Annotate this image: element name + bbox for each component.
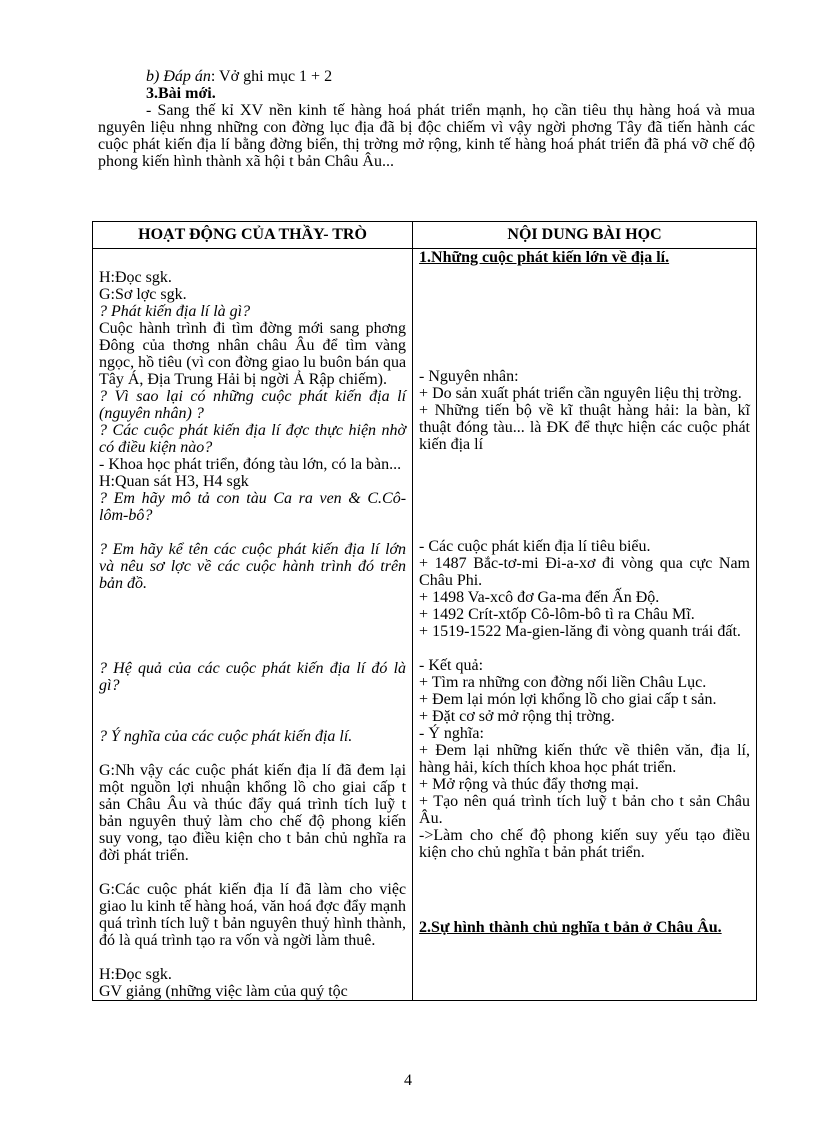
right-line: + Đem lại món lợi khổng lồ cho giai cấp t sản. [419, 691, 717, 708]
section-title: 3.Bài mới. [146, 85, 216, 102]
right-line: + 1492 Crít-xtốp Cô-lôm-bô tì ra Châu Mĩ. [419, 606, 695, 623]
header-left: HOẠT ĐỘNG CỦA THẦY- TRÒ [93, 222, 413, 249]
section2-title: 2.Sự hình thành chủ nghĩa t bản ở Châu Âu. [419, 919, 722, 936]
table-header-row [93, 222, 757, 249]
right-line: + Tìm ra những con đờng nối liền Châu Lục. [419, 674, 707, 691]
right-line: + Tạo nên quá trình tích luỹ t bản cho t sản Châu Âu. [419, 793, 750, 827]
left-line: Cuộc hành trình đi tìm đờng mới sang phơng Đông của thơng nhân châu Âu để tìm vàng ngọc, hồ tiêu (vì con đờng giao lu buôn bán qua Tây Á, Địa Trung Hải bị ngời Ả Rập chiếm). [99, 320, 407, 388]
page-number: 4 [404, 1072, 412, 1089]
left-question: ? Ý nghĩa của các cuộc phát kiến địa lí. [99, 728, 353, 745]
header-right: NỘI DUNG BÀI HỌC [413, 222, 757, 249]
left-question: ? Em hãy mô tả con tàu Ca ra ven & C.Cô-lôm-bô? [99, 490, 407, 524]
left-question: ? Em hãy kể tên các cuộc phát kiến địa lí lớn và nêu sơ lợc về các cuộc hành trình đó trên bản đồ. [99, 541, 407, 592]
section1-title: 1.Những cuộc phát kiến lớn về địa lí. [419, 249, 670, 266]
answer-label: b) Đáp án [146, 68, 211, 85]
right-line: + Đặt cơ sở mở rộng thị trờng. [419, 708, 615, 725]
intro-paragraph: - Sang thế kỉ XV nền kinh tế hàng hoá phát triển mạnh, họ cần tiêu thụ hàng hoá và mua nguyên liệu nhng những con đờng lục địa đã bị độc chiếm vì vậy ngời phơng Tây đã tiến hành các cuộc phát kiến địa lí bằng đờng biển, thị trờng mở rộng, kinh tế hàng hoá phát triển đã phá vỡ chế độ phong kiến hình thành xã hội t bản Châu Âu... [98, 102, 755, 170]
left-question: ? Các cuộc phát kiến địa lí đợc thực hiện nhờ có điều kiện nào? [99, 422, 407, 456]
left-line: H:Đọc sgk. [99, 966, 172, 983]
left-question: ? Vì sao lại có những cuộc phát kiến địa lí (nguyên nhân) ? [99, 388, 407, 422]
right-line: + Mở rộng và thúc đẩy thơng mại. [419, 776, 639, 793]
left-line: H:Đọc sgk. [99, 269, 172, 286]
right-line: ->Làm cho chế độ phong kiến suy yếu tạo điều kiện cho chủ nghĩa t bản phát triển. [419, 827, 750, 861]
right-line: + Những tiến bộ về kĩ thuật hàng hải: la bàn, kĩ thuật đóng tàu... là ĐK để thực hiện các cuộc phát kiến địa lí [419, 402, 750, 453]
table-body-row [93, 249, 757, 1001]
left-question: ? Phát kiến địa lí là gì? [99, 303, 251, 320]
right-line: - Kết quả: [419, 657, 484, 674]
left-line: G:Các cuộc phát kiến địa lí đã làm cho việc giao lu kinh tế hàng hoá, văn hoá đợc đẩy mạnh quá trình tích luỹ t bản nguyên thuỷ hình thành, đó là quá trình tạo ra vốn và ngời làm thuê. [99, 881, 407, 949]
lesson-content-column [413, 249, 757, 1001]
right-line: - Các cuộc phát kiến địa lí tiêu biểu. [419, 538, 651, 555]
right-line: + 1498 Va-xcô đơ Ga-ma đến Ấn Độ. [419, 589, 660, 606]
left-question: ? Hệ quả của các cuộc phát kiến địa lí đó là gì? [99, 660, 407, 694]
right-line: + Do sản xuất phát triển cần nguyên liệu thị trờng. [419, 385, 742, 402]
teacher-student-column [93, 249, 413, 1001]
left-line: G:Sơ lợc sgk. [99, 286, 187, 303]
right-line: + 1487 Bắc-tơ-mi Đi-a-xơ đi vòng qua cực Nam Châu Phi. [419, 555, 750, 589]
answer-line [98, 68, 755, 85]
left-line: G:Nh vậy các cuộc phát kiến địa lí đã đem lại một nguồn lợi nhuận khổng lồ cho giai cấp t sản Châu Âu và thúc đẩy quá trình tích luỹ t bản nguyên thuỷ làm cho chế độ phong kiến suy vong, tạo điều kiện cho t bản chủ nghĩa ra đời phát triển. [99, 762, 407, 864]
lesson-table [92, 221, 757, 1001]
intro-block [98, 68, 755, 170]
answer-text: : Vở ghi mục 1 + 2 [210, 68, 333, 85]
left-line: - Khoa học phát triển, đóng tàu lớn, có la bàn... [99, 456, 402, 473]
left-line: GV giảng (những việc làm của quý tộc [99, 983, 348, 1000]
right-line: + Đem lại những kiến thức về thiên văn, địa lí, hàng hải, kích thích khoa học phát triển. [419, 742, 750, 776]
right-line: - Ý nghĩa: [419, 725, 484, 742]
right-line: - Nguyên nhân: [419, 368, 519, 385]
left-line: H:Quan sát H3, H4 sgk [99, 473, 249, 490]
right-line: + 1519-1522 Ma-gien-lăng đi vòng quanh trái đất. [419, 623, 741, 640]
